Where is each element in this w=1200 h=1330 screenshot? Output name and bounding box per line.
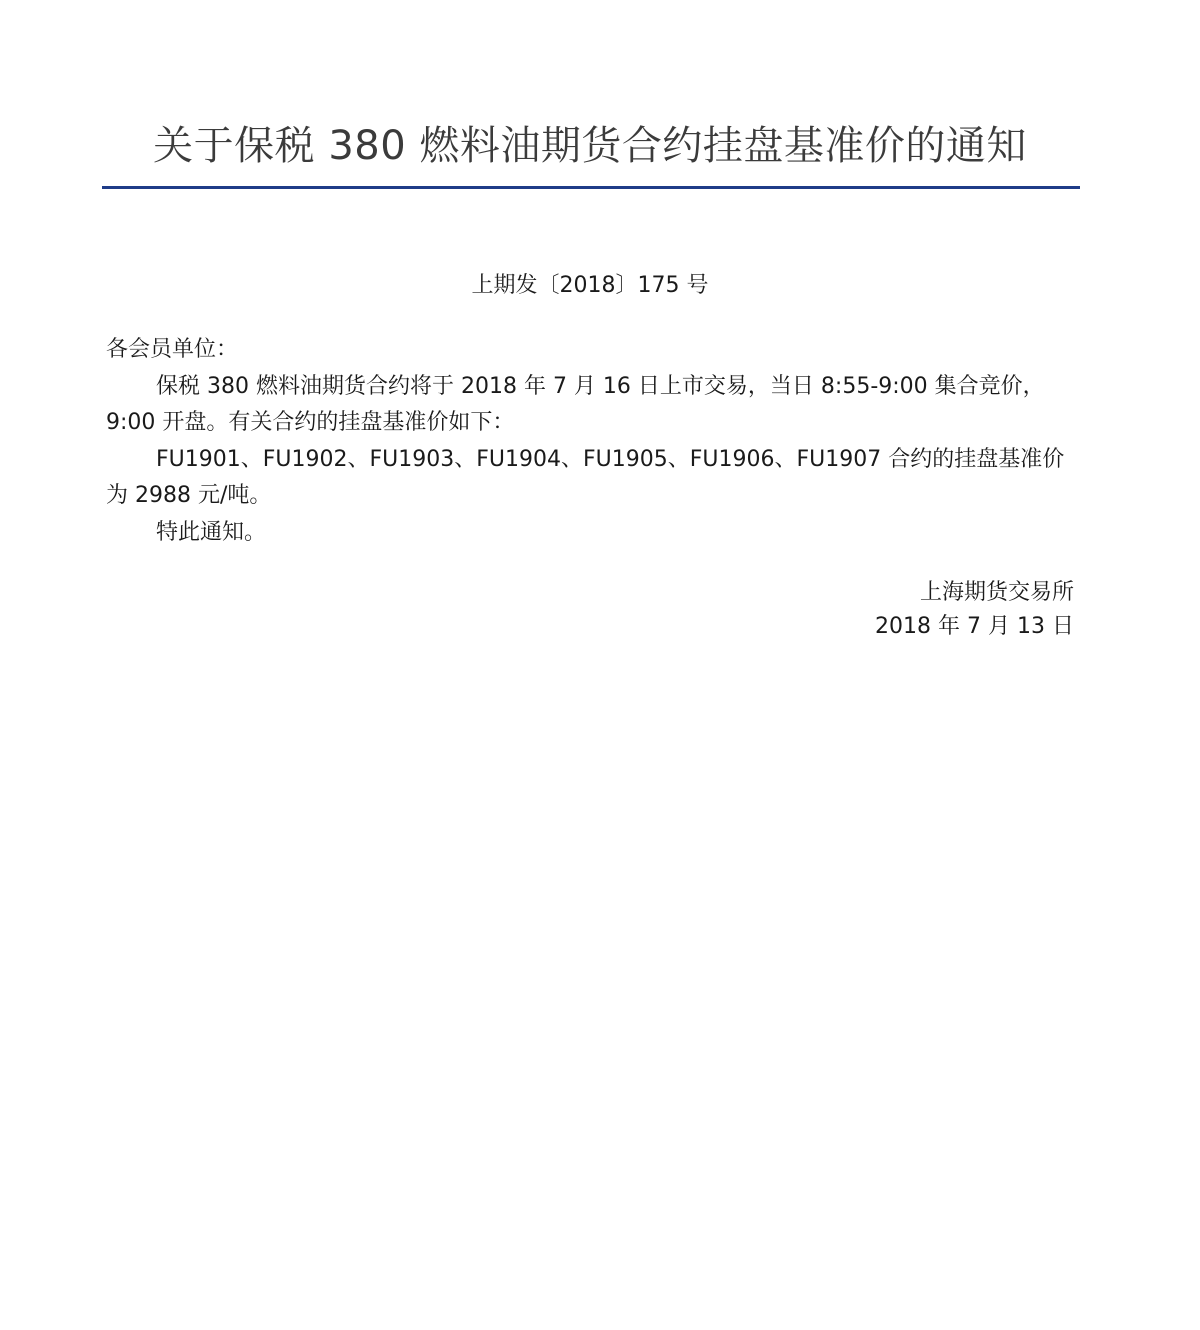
issuer-name: 上海期货交易所 — [919, 580, 1074, 605]
document-body — [106, 332, 1076, 552]
document-number: 上期发〔2018〕175 号 — [471, 273, 709, 298]
issue-date: 2018 年 7 月 13 日 — [875, 614, 1074, 639]
document-title: 关于保税 380 燃料油期货合约挂盘基准价的通知 — [153, 123, 1027, 169]
signature-block — [875, 576, 1074, 644]
paragraph-listing-schedule: 保税 380 燃料油期货合约将于 2018 年 7 月 16 日上市交易，当日 8:55-9:00 集合竞价，9:00 开盘。有关合约的挂盘基准价如下： — [106, 373, 1045, 436]
salutation: 各会员单位： — [106, 337, 239, 362]
paragraph-base-price: FU1901、FU1902、FU1903、FU1904、FU1905、FU1906、FU1907 合约的挂盘基准价为 2988 元/吨。 — [106, 446, 1065, 509]
paragraph-closing: 特此通知。 — [156, 519, 267, 545]
title-underline — [102, 186, 1080, 189]
